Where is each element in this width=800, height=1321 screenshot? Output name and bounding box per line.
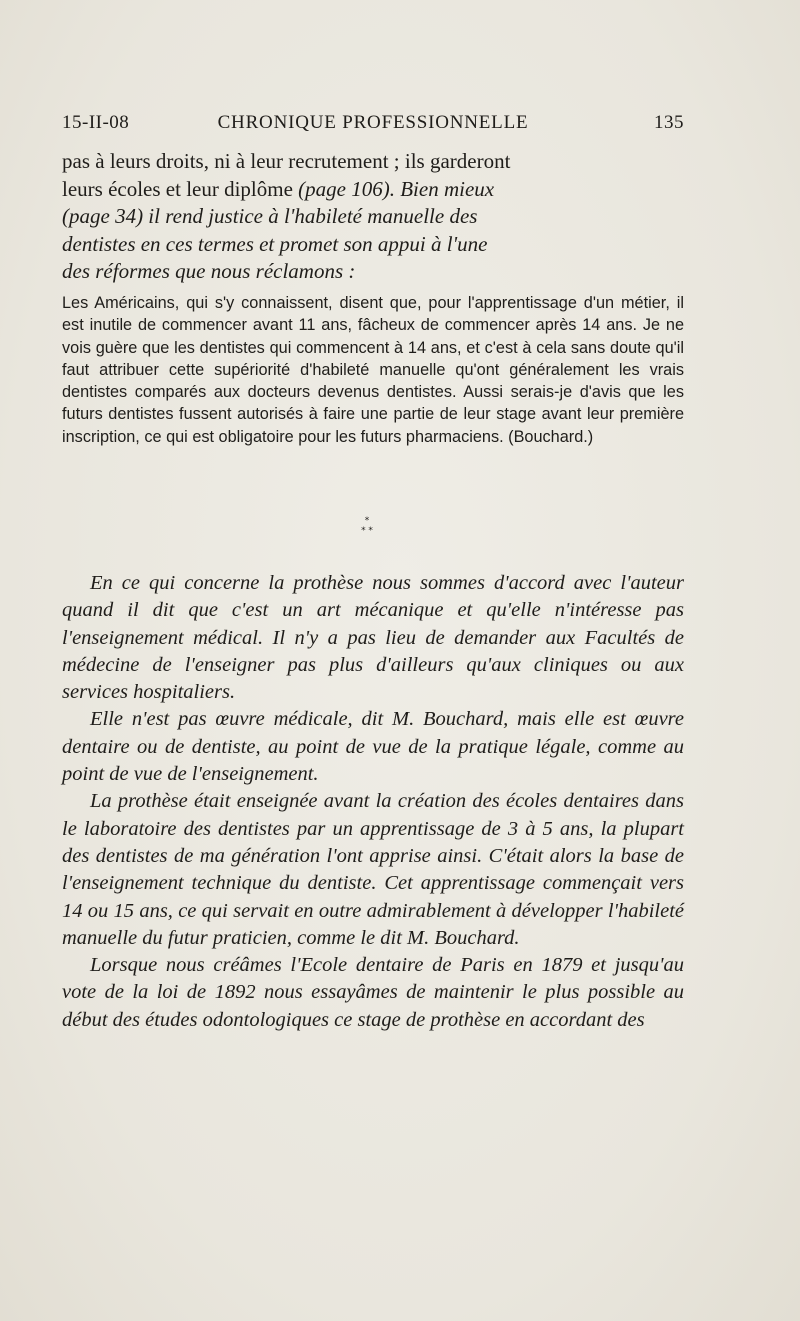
- page-number: 135: [654, 112, 684, 133]
- intro-paragraph: [62, 148, 684, 286]
- asterism-top: *: [364, 516, 370, 526]
- running-header: [62, 112, 684, 142]
- body-paragraph: Lorsque nous créâmes l'Ecole dentaire de Paris en 1879 et jusqu'au vote de la loi de 1892 nous essayâmes de maintenir le plus possible au début des études odontologiques ce stage de prothèse en accordant des: [62, 954, 684, 1031]
- intro-line-roman: leurs écoles et leur diplôme: [62, 176, 299, 201]
- body-paragraph: En ce qui concerne la prothèse nous sommes d'accord avec l'auteur quand il dit que c'est un art mécanique et qu'elle n'intéresse pas l'enseignement médical. Il n'y a pas lieu de demander aux Facultés de médecine de l'enseigner pas plus d'ailleurs qu'aux cliniques ou aux services hospitaliers.: [62, 572, 684, 704]
- header-date: 15-II-08: [62, 112, 130, 133]
- intro-line: [62, 176, 684, 204]
- italic-body: [62, 570, 684, 1034]
- quote-text: Les Américains, qui s'y connaissent, disent que, pour l'apprentissage d'un métier, il est inutile de commencer avant 11 ans, fâcheux de commencer après 14 ans. Je ne vois guère que les dentistes qui commencent à 14 ans, et c'est à cela sans doute qu'il faut attribuer cette supériorité d'habileté manuelle qu'ont généralement les vrais dentistes comparés aux docteurs devenus dentistes. Aussi serais-je d'avis que les futurs dentistes fussent autorisés à faire une partie de leur stage avant leur première inscription, ce qui est obligatoire pour les futurs pharmaciens. (Bouchard.): [62, 294, 684, 446]
- intro-line: (page 34) il rend justice à l'habileté manuelle des: [62, 204, 478, 228]
- asterism: [352, 516, 382, 546]
- asterism-bottom: * *: [361, 526, 373, 536]
- block-quote: [62, 292, 684, 448]
- intro-line: pas à leurs droits, ni à leur recrutement ; ils garderont: [62, 149, 511, 173]
- body-paragraph: La prothèse était enseignée avant la création des écoles dentaires dans le laboratoire des dentistes par un apprentissage de 3 à 5 ans, la plupart des dentistes de ma génération l'ont apprise ainsi. C'était alors la base de l'enseignement technique du dentiste. Cet apprentissage commençait vers 14 ou 15 ans, ce qui servait en outre admirablement à développer l'habileté manuelle du futur praticien, comme le dit M. Bouchard.: [62, 790, 684, 949]
- intro-line: des réformes que nous réclamons :: [62, 259, 356, 283]
- header-title: CHRONIQUE PROFESSIONNELLE: [217, 112, 529, 133]
- intro-line: dentistes en ces termes et promet son appui à l'une: [62, 231, 488, 256]
- body-paragraph: Elle n'est pas œuvre médicale, dit M. Bouchard, mais elle est œuvre dentaire ou de dentiste, au point de vue de la pratique légale, comme au point de vue de l'enseignement.: [62, 708, 684, 786]
- intro-line-italic: (page 106). Bien mieux: [298, 176, 495, 201]
